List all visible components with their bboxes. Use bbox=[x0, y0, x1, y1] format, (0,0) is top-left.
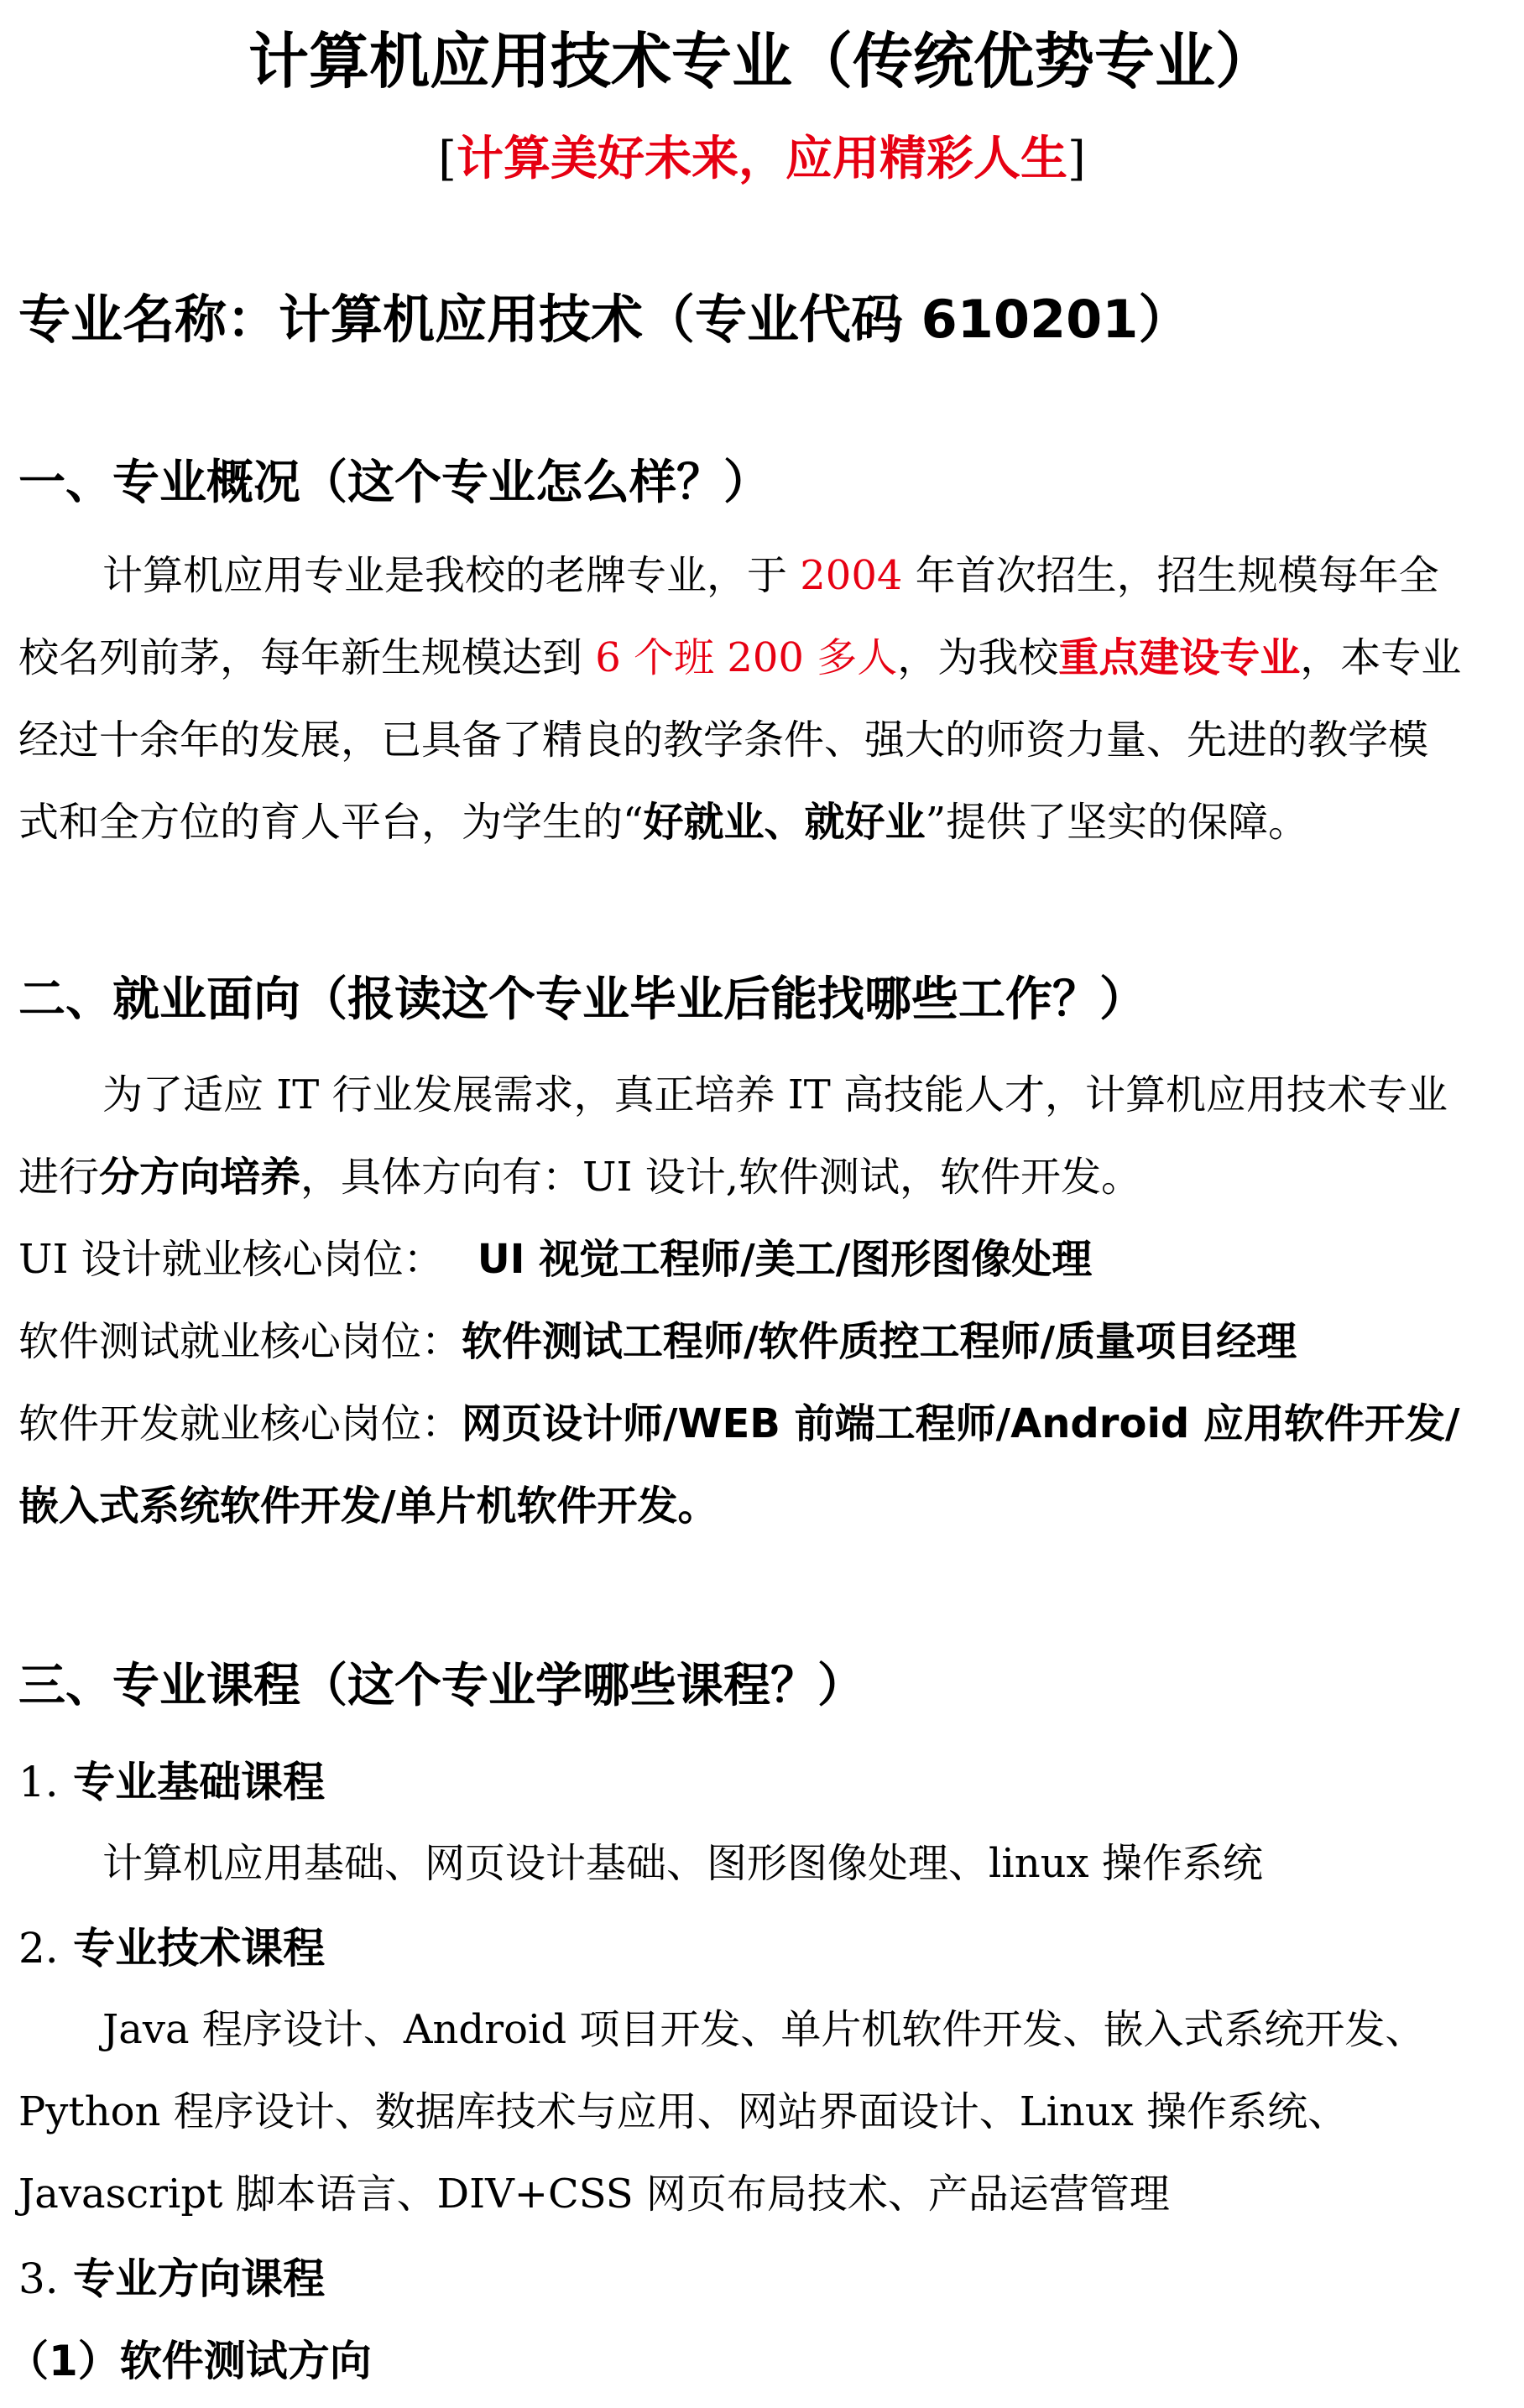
text-run: 式和全方位的育人平台，为学生的“ bbox=[18, 799, 644, 846]
dev-jobs-line-continued: 嵌入式系统软件开发/单片机软件开发。 bbox=[18, 1483, 718, 1530]
text-run: 进行 bbox=[18, 1154, 100, 1201]
direction-training: 分方向培养 bbox=[99, 1154, 301, 1201]
course-list-line: Java 程序设计、Android 项目开发、单片机软件开发、嵌入式系统开发、 bbox=[102, 2006, 1426, 2053]
page-title: 计算机应用技术专业（传统优势专业） bbox=[248, 26, 1276, 96]
text-run: 计算机应用专业是我校的老牌专业，于 bbox=[102, 552, 801, 599]
course-group-title: 专业方向课程 bbox=[73, 2254, 326, 2303]
section3-heading: 三、专业课程（这个专业学哪些课程？） bbox=[18, 1659, 864, 1713]
course-list-line: 计算机应用基础、网页设计基础、图形图像处理、linux 操作系统 bbox=[102, 1840, 1263, 1887]
section2-paragraph-line bbox=[18, 1148, 1507, 1207]
list-number: 3. bbox=[18, 2254, 59, 2303]
text-run: ，为我校 bbox=[897, 634, 1059, 681]
dev-jobs-line bbox=[18, 1394, 1507, 1453]
course-subgroup-heading: （1）软件测试方向 bbox=[7, 2337, 372, 2385]
course-group-title: 专业基础课程 bbox=[73, 1758, 326, 1806]
slogan bbox=[0, 126, 1524, 193]
section1-paragraph-line bbox=[18, 628, 1507, 687]
course-group-heading bbox=[18, 1752, 1507, 1812]
slogan-bracket-open: [ bbox=[438, 132, 457, 186]
list-number: 2. bbox=[18, 1924, 59, 1973]
text-run: ，具体方向有：UI 设计,软件测试，软件开发。 bbox=[300, 1154, 1141, 1201]
text-run: 校名列前茅，每年新生规模达到 bbox=[18, 634, 596, 681]
job-label: UI 设计就业核心岗位： bbox=[18, 1236, 444, 1283]
employment-slogan: 好就业、就好业 bbox=[643, 799, 926, 846]
job-list: UI 视觉工程师/美工/图形图像处理 bbox=[477, 1236, 1093, 1283]
course-list-line: Javascript 脚本语言、DIV+CSS 网页布局技术、产品运营管理 bbox=[18, 2171, 1170, 2218]
course-group-heading bbox=[18, 2249, 1507, 2309]
year-highlight: 2004 bbox=[800, 552, 903, 599]
section1-paragraph-line bbox=[18, 546, 1507, 605]
job-label: 软件开发就业核心岗位： bbox=[18, 1400, 462, 1447]
section1-heading: 一、专业概况（这个专业怎么样？） bbox=[18, 456, 770, 510]
major-name: 专业名称：计算机应用技术（专业代码 610201） bbox=[18, 289, 1191, 350]
course-group-heading bbox=[18, 1918, 1507, 1978]
list-number: 1. bbox=[18, 1758, 59, 1806]
job-list: 网页设计师/WEB 前端工程师/Android 应用软件开发/ bbox=[462, 1400, 1460, 1447]
slogan-text: 计算美好未来，应用精彩人生 bbox=[457, 132, 1067, 186]
job-label: 软件测试就业核心岗位： bbox=[18, 1318, 462, 1365]
class-count-highlight: 6 个班 200 多人 bbox=[595, 634, 898, 681]
text-run: 年首次招生，招生规模每年全 bbox=[902, 552, 1439, 599]
section1-paragraph-line bbox=[18, 793, 1507, 852]
test-jobs-line bbox=[18, 1312, 1507, 1371]
section2-paragraph-line: 为了适应 IT 行业发展需求，真正培养 IT 高技能人才，计算机应用技术专业 bbox=[102, 1071, 1448, 1118]
text-run: ，本专业 bbox=[1300, 634, 1462, 681]
slogan-bracket-close: ] bbox=[1067, 132, 1086, 186]
course-list-line: Python 程序设计、数据库技术与应用、网站界面设计、Linux 操作系统、 bbox=[18, 2088, 1349, 2135]
ui-jobs-line bbox=[18, 1230, 1507, 1289]
text-run: ”提供了坚实的保障。 bbox=[925, 799, 1309, 846]
job-list: 软件测试工程师/软件质控工程师/质量项目经理 bbox=[462, 1318, 1297, 1365]
section1-paragraph-line: 经过十余年的发展，已具备了精良的教学条件、强大的师资力量、先进的教学模 bbox=[18, 717, 1429, 764]
course-group-title: 专业技术课程 bbox=[73, 1924, 326, 1973]
key-major-highlight: 重点建设专业 bbox=[1058, 634, 1301, 681]
section2-heading: 二、就业面向（报读这个专业毕业后能找哪些工作？） bbox=[18, 972, 1146, 1027]
